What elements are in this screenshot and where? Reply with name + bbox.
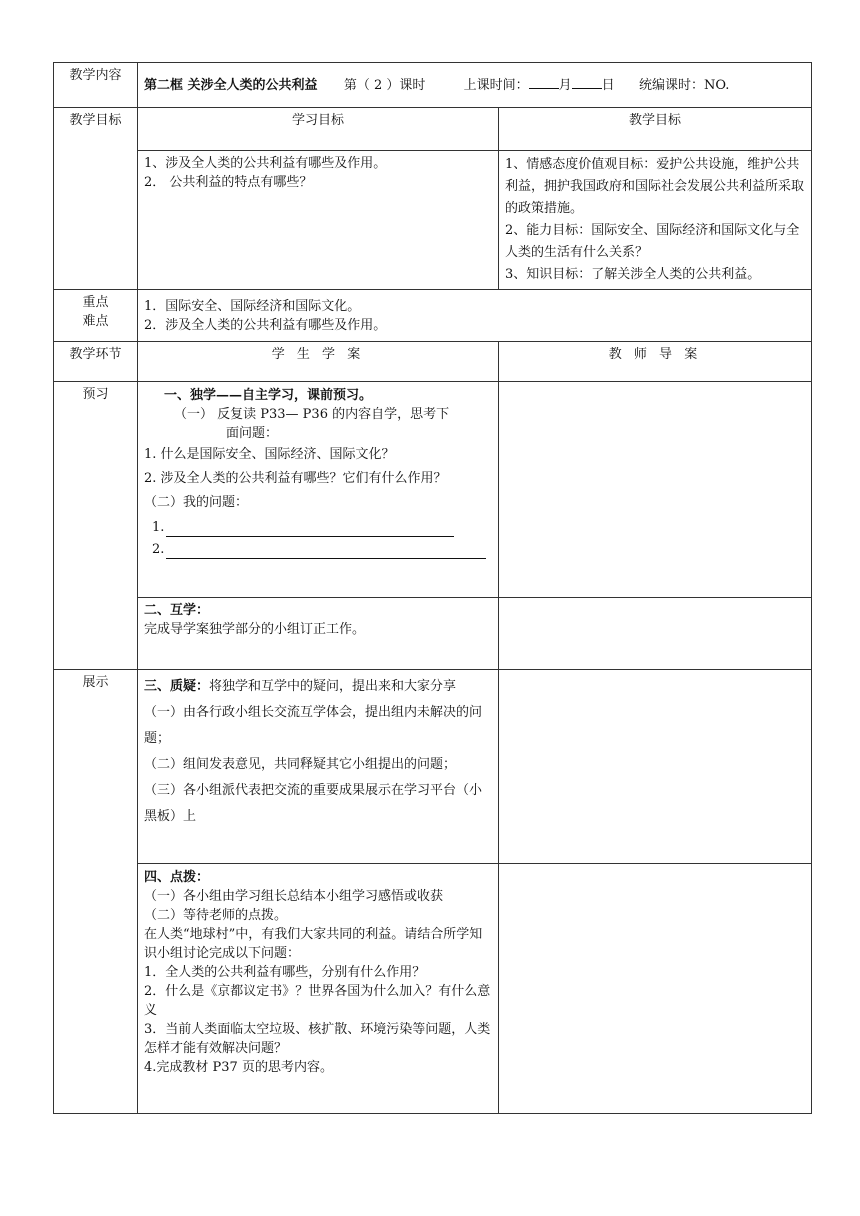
- section-4-item: 在人类“地球村”中，有我们大家共同的利益。请结合所学知识小组讨论完成以下问题：: [144, 927, 483, 961]
- blank-number: 1.: [152, 520, 165, 535]
- teacher-notes-preview-2: [499, 598, 812, 670]
- study-goal-item: 2． 公共利益的特点有哪些？: [144, 175, 313, 190]
- time-prefix: 上课时间：: [463, 78, 529, 93]
- question-1: 1. 什么是国际安全、国际经济、国际文化？: [144, 447, 395, 462]
- section-3-item: （一）由各行政小组长交流互学体会，提出组内未解决的问题；: [144, 705, 483, 746]
- my-questions-label: （二）我的问题：: [144, 495, 249, 510]
- section-4-item: 3．当前人类面临太空垃圾、核扩散、环境污染等问题，人类怎样才能有效解决问题？: [144, 1022, 491, 1056]
- independent-study: [138, 382, 499, 598]
- section-3-text: 将独学和互学中的疑问，提出来和大家分享: [209, 679, 457, 694]
- section-3-intro: [144, 674, 492, 700]
- section-4-title: 四、点拨：: [144, 870, 210, 885]
- key-points: [138, 290, 812, 342]
- section-4-item: （二）等待老师的点拨。: [144, 908, 288, 923]
- period: 第（ 2 ）课时: [343, 78, 426, 93]
- my-question-1[interactable]: [144, 515, 492, 537]
- teacher-notes-preview-1: [499, 382, 812, 598]
- lesson-plan-table: [53, 62, 812, 1114]
- content-label: 教学内容: [54, 63, 138, 108]
- student-plan-head: 学 生 学 案: [138, 342, 499, 382]
- section-4-item: 2．什么是《京都议定书》？世界各国为什么加入？有什么意义: [144, 984, 491, 1018]
- section-1-title: 一、独学——自主学习，课前预习。: [164, 388, 373, 403]
- section-2-text: 完成导学案独学部分的小组订正工作。: [144, 622, 366, 637]
- my-question-2[interactable]: [144, 537, 492, 559]
- day: 日: [601, 78, 615, 93]
- teach-goal-item: 2、能力目标：国际安全、国际经济和国际文化与全人类的生活有什么关系？: [505, 223, 800, 260]
- question-2: 2. 涉及全人类的公共利益有哪些？它们有什么作用？: [144, 471, 447, 486]
- section-2-title: 二、互学：: [144, 603, 210, 618]
- study-goals-head: 学习目标: [138, 108, 499, 151]
- section-3-item: （三）各小组派代表把交流的重要成果展示在学习平台（小黑板）上: [144, 783, 483, 824]
- lesson-title: 第二框 关涉全人类的公共利益: [144, 78, 318, 93]
- section-4-item: 4.完成教材 P37 页的思考内容。: [144, 1060, 333, 1075]
- section-3-title: 三、质疑：: [144, 679, 210, 694]
- section-1-sub-cont: 面问题：: [226, 426, 279, 441]
- objectives-label: 教学目标: [54, 108, 138, 290]
- teacher-notes-display-2: [499, 864, 812, 1114]
- key-point-item: 1．国际安全、国际经济和国际文化。: [144, 298, 361, 314]
- section-3-item: （二）组间发表意见，共同释疑其它小组提出的问题；: [144, 757, 457, 772]
- teacher-plan-head: 教 师 导 案: [499, 342, 812, 382]
- teach-goals: [499, 151, 812, 290]
- blank-number: 2.: [152, 542, 165, 557]
- mutual-study: [138, 598, 499, 670]
- month-blank[interactable]: [529, 75, 559, 89]
- difficulty-label: 难点: [82, 314, 109, 329]
- teach-goal-item: 3、知识目标：了解关涉全人类的公共利益。: [505, 267, 761, 282]
- teach-goal-item: 1、情感态度价值观目标：爱护公共设施，维护公共利益，拥护我国政府和国际社会发展公共利益所采取的政策措施。: [505, 157, 805, 216]
- study-goal-item: 1、涉及全人类的公共利益有哪些及作用。: [144, 156, 387, 171]
- section-1-sub: （一） 反复读 P33— P36 的内容自学，思考下: [174, 407, 450, 422]
- study-goals: [138, 151, 499, 290]
- day-blank[interactable]: [572, 75, 602, 89]
- key-points-label: [54, 290, 138, 342]
- display-label: 展示: [54, 670, 138, 1114]
- teacher-notes-display-1: [499, 670, 812, 864]
- section-4-item: 1．全人类的公共利益有哪些，分别有什么作用？: [144, 965, 426, 980]
- guidance: [138, 864, 499, 1114]
- lesson-header: [138, 63, 812, 108]
- key-point-item: 2．涉及全人类的公共利益有哪些及作用。: [144, 317, 387, 333]
- teach-goals-head: 教学目标: [499, 108, 812, 151]
- section-4-item: （一）各小组由学习组长总结本小组学习感悟或收获: [144, 889, 444, 904]
- questioning: [138, 670, 499, 864]
- key-label: 重点: [82, 295, 109, 310]
- preview-label: 预习: [54, 382, 138, 670]
- stage-label: 教学环节: [54, 342, 138, 382]
- unified-period: 统编课时：NO.: [638, 78, 730, 93]
- month: 月: [558, 78, 572, 93]
